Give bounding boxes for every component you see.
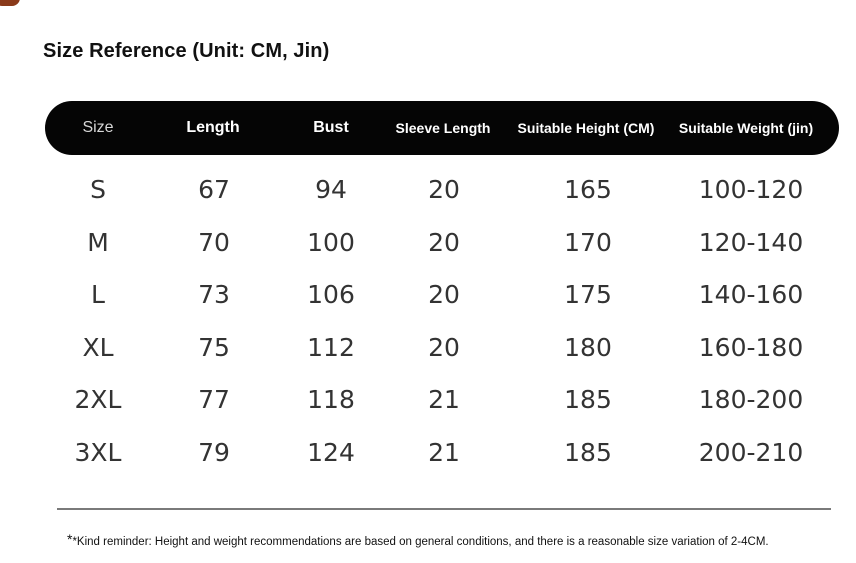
cell-size: L xyxy=(91,280,105,310)
divider-line xyxy=(57,508,831,510)
header-sleeve-length: Sleeve Length xyxy=(395,120,491,136)
cell-size: 3XL xyxy=(74,437,122,467)
kind-reminder-note xyxy=(67,531,769,548)
cell-suitable-height: 185 xyxy=(564,437,612,467)
cell-size: M xyxy=(87,227,109,257)
table-row xyxy=(0,322,856,375)
page-title: Size Reference (Unit: CM, Jin) xyxy=(43,40,330,62)
cell-bust: 118 xyxy=(307,385,355,415)
cell-suitable-weight: 120-140 xyxy=(698,227,804,257)
cell-suitable-height: 185 xyxy=(564,385,612,415)
cell-sleeve-length: 21 xyxy=(428,437,460,467)
cell-length: 77 xyxy=(198,385,230,415)
note-text: *Kind reminder: Height and weight recommendations are based on general conditions, and there is a reasonable size variation of 2-4CM. xyxy=(72,536,769,548)
table-row xyxy=(0,164,856,217)
header-length: Length xyxy=(186,119,240,136)
cell-bust: 124 xyxy=(307,437,355,467)
cell-bust: 94 xyxy=(315,175,347,204)
cell-sleeve-length: 20 xyxy=(428,175,460,204)
header-bust: Bust xyxy=(313,119,349,136)
note-star: * xyxy=(67,531,73,547)
cell-size: S xyxy=(90,175,106,204)
corner-decoration xyxy=(0,0,20,6)
cell-length: 73 xyxy=(198,280,230,310)
table-row xyxy=(0,269,856,322)
cell-sleeve-length: 20 xyxy=(428,332,460,362)
cell-suitable-height: 180 xyxy=(564,332,612,362)
cell-suitable-weight: 200-210 xyxy=(698,437,804,467)
cell-suitable-weight: 160-180 xyxy=(698,332,804,362)
cell-suitable-height: 175 xyxy=(564,280,612,310)
table-row xyxy=(0,217,856,270)
cell-size: 2XL xyxy=(74,385,122,415)
cell-bust: 112 xyxy=(307,332,355,362)
cell-sleeve-length: 20 xyxy=(428,280,460,310)
table-header xyxy=(45,101,839,155)
header-suitable-height: Suitable Height (CM) xyxy=(517,120,655,136)
cell-suitable-height: 170 xyxy=(564,227,612,257)
cell-suitable-weight: 180-200 xyxy=(698,385,804,415)
cell-size: XL xyxy=(82,332,114,362)
cell-length: 67 xyxy=(198,175,230,204)
header-suitable-weight: Suitable Weight (jin) xyxy=(678,120,814,136)
cell-bust: 100 xyxy=(307,227,355,257)
table-row xyxy=(0,374,856,427)
cell-length: 79 xyxy=(198,437,230,467)
cell-suitable-height: 165 xyxy=(564,175,612,204)
cell-length: 75 xyxy=(198,332,230,362)
cell-suitable-weight: 100-120 xyxy=(698,175,804,204)
cell-sleeve-length: 21 xyxy=(428,385,460,415)
cell-length: 70 xyxy=(198,227,230,257)
cell-suitable-weight: 140-160 xyxy=(698,280,804,310)
size-table-body xyxy=(0,164,856,480)
table-row xyxy=(0,427,856,480)
header-size: Size xyxy=(82,119,114,136)
cell-sleeve-length: 20 xyxy=(428,227,460,257)
cell-bust: 106 xyxy=(307,280,355,310)
